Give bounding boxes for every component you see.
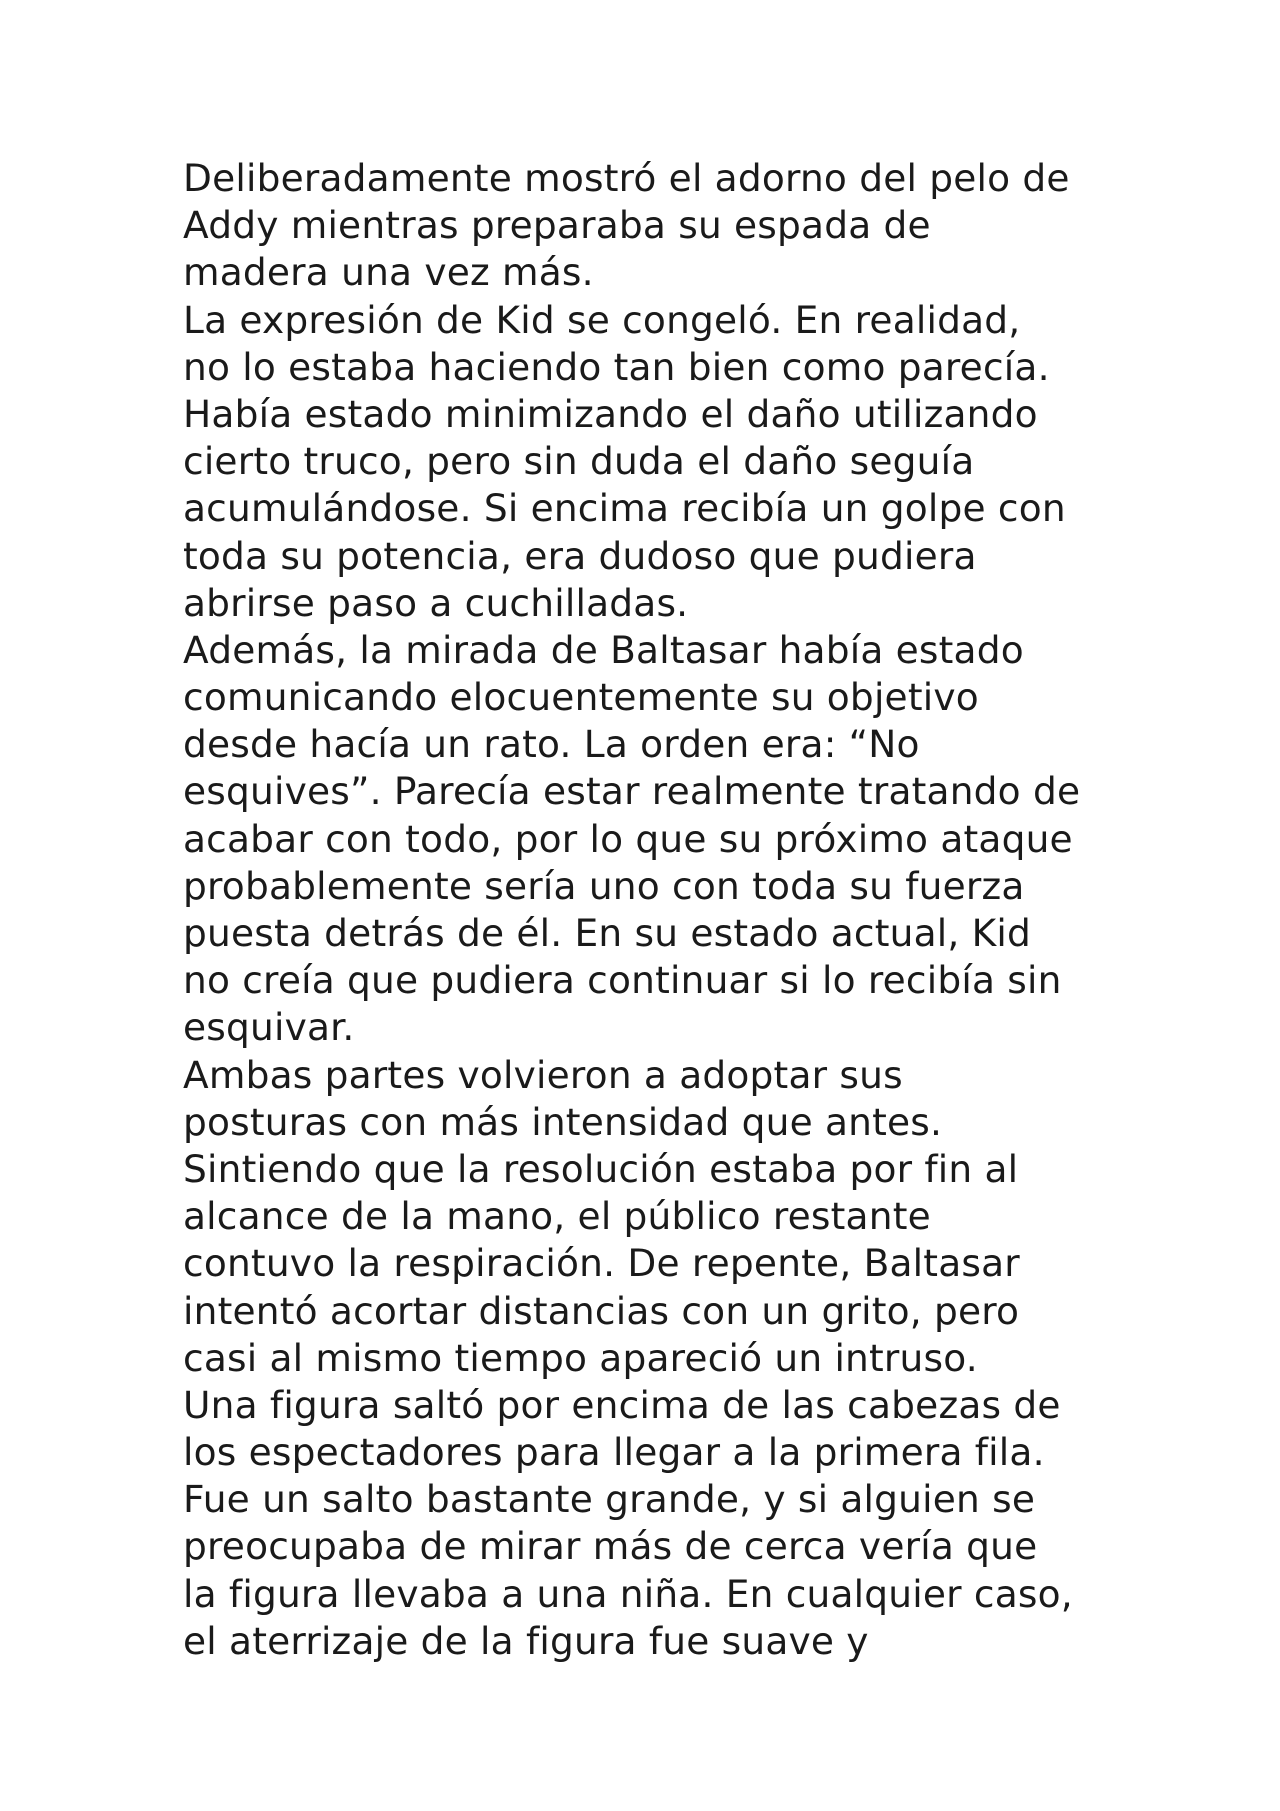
text-line: esquives”. Parecía estar realmente tratando de: [183, 769, 1081, 814]
text-line: acabar con todo, por lo que su próximo ataque: [183, 816, 1073, 861]
text-line: Addy mientras preparaba su espada de: [183, 203, 931, 248]
text-line: el aterrizaje de la figura fue suave y: [183, 1618, 869, 1663]
text-line: puesta detrás de él. En su estado actual, Kid: [183, 911, 1032, 955]
text-line: La expresión de Kid se congeló. En realidad,: [183, 297, 1021, 342]
text-line: casi al mismo tiempo apareció un intruso.: [183, 1335, 978, 1380]
text-line: alcance de la mano, el público restante: [183, 1194, 931, 1239]
text-line: probablemente sería uno con toda su fuerza: [183, 863, 1025, 908]
text-line: Una figura saltó por encima de las cabezas de: [183, 1382, 1061, 1427]
text-line: no lo estaba haciendo tan bien como parecía.: [183, 344, 1050, 389]
text-line: esquivar.: [183, 1005, 355, 1050]
text-line: cierto truco, pero sin duda el daño seguía: [183, 439, 975, 484]
text-line: preocupaba de mirar más de cerca vería que: [183, 1524, 1038, 1569]
text-line: contuvo la respiración. De repente, Baltasar: [183, 1241, 1020, 1286]
text-line: Deliberadamente mostró el adorno del pelo de: [183, 156, 1070, 200]
text-line: posturas con más intensidad que antes.: [183, 1099, 943, 1144]
text-line: toda su potencia, era dudoso que pudiera: [183, 533, 977, 578]
text-line: Ambas partes volvieron a adoptar sus: [183, 1052, 903, 1097]
text-line: Sintiendo que la resolución estaba por fin al: [183, 1146, 1019, 1191]
text-line: intentó acortar distancias con un grito, pero: [183, 1288, 1020, 1333]
text-line: Fue un salto bastante grande, y si alguien se: [183, 1477, 1036, 1522]
body-text: [183, 155, 1133, 1665]
text-line: Además, la mirada de Baltasar había estado: [183, 627, 1024, 672]
text-line: Había estado minimizando el daño utilizando: [183, 391, 1038, 436]
text-line: madera una vez más.: [183, 250, 594, 295]
text-line: comunicando elocuentemente su objetivo: [183, 675, 979, 720]
text-line: desde hacía un rato. La orden era: “No: [183, 722, 920, 767]
text-line: abrirse paso a cuchilladas.: [183, 580, 689, 625]
text-line: la figura llevaba a una niña. En cualquier caso,: [183, 1571, 1073, 1616]
text-line: acumulándose. Si encima recibía un golpe con: [183, 486, 1066, 531]
text-line: no creía que pudiera continuar si lo recibía sin: [183, 958, 1062, 1003]
text-line: los espectadores para llegar a la primera fila.: [183, 1430, 1045, 1475]
